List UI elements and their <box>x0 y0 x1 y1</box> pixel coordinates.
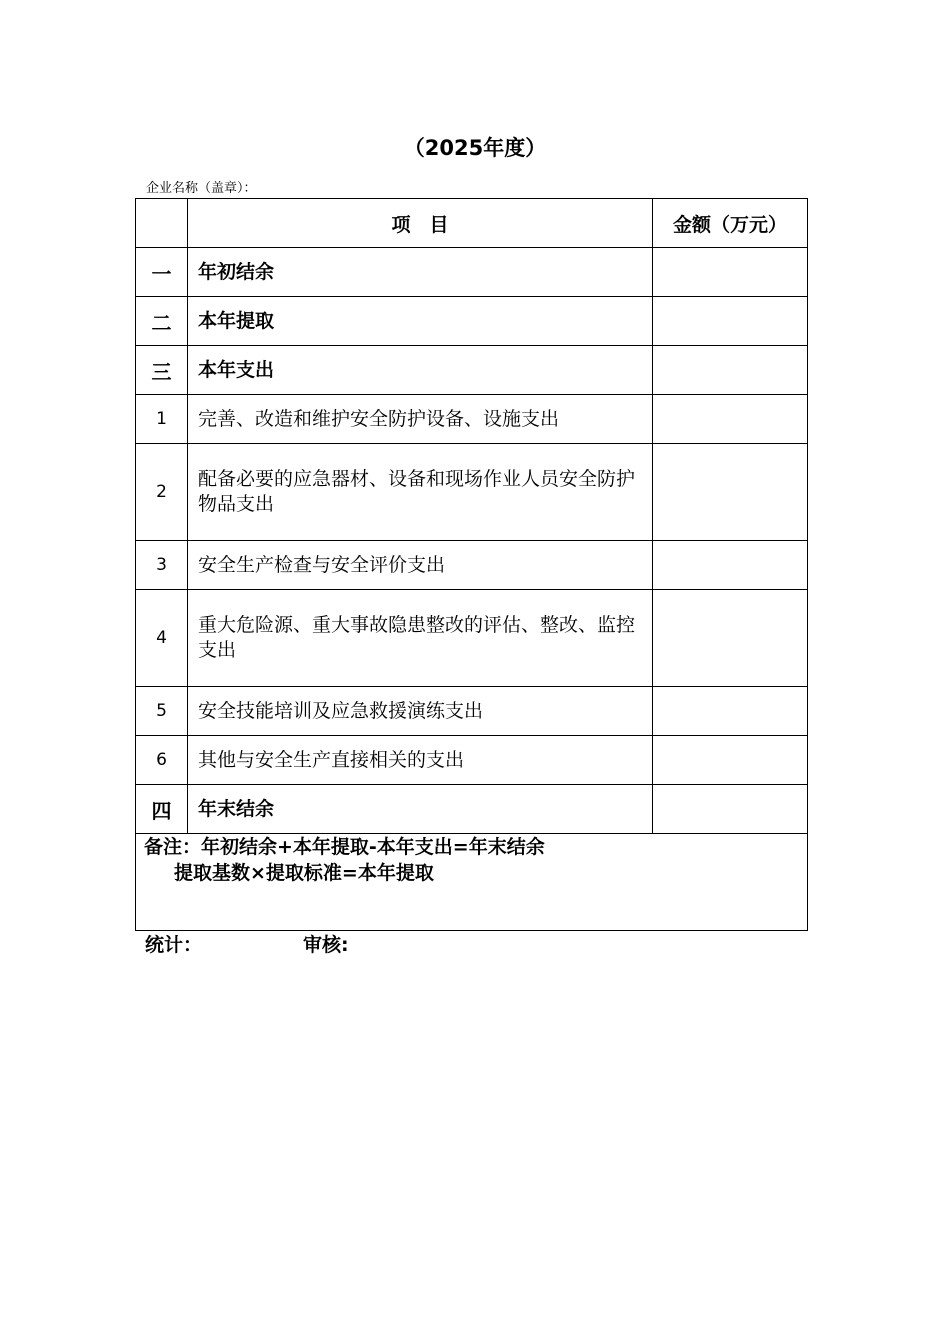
note-row <box>136 834 808 931</box>
table-row <box>136 248 808 297</box>
company-name-label: 企业名称（盖章）： <box>146 181 257 196</box>
row-amount[interactable] <box>653 785 808 834</box>
table-row <box>136 297 808 346</box>
row-number: 三 <box>136 346 188 395</box>
table-row <box>136 346 808 395</box>
row-item: 重大危险源、重大事故隐患整改的评估、整改、监控支出 <box>188 590 653 687</box>
row-amount[interactable] <box>653 297 808 346</box>
header-item-cell: 项 目 <box>188 199 653 248</box>
row-number: 5 <box>136 687 188 736</box>
row-number: 1 <box>136 395 188 444</box>
report-year-title: （2025年度） <box>403 136 547 160</box>
signature-line <box>145 930 349 957</box>
row-amount[interactable] <box>653 444 808 541</box>
row-item: 安全生产检查与安全评价支出 <box>188 541 653 590</box>
table-row <box>136 785 808 834</box>
row-number: 二 <box>136 297 188 346</box>
row-item: 安全技能培训及应急救援演练支出 <box>188 687 653 736</box>
header-number-cell <box>136 199 188 248</box>
row-number: 6 <box>136 736 188 785</box>
review-label: 审核: <box>303 934 349 956</box>
row-amount[interactable] <box>653 248 808 297</box>
row-number: 4 <box>136 590 188 687</box>
row-amount[interactable] <box>653 346 808 395</box>
note-cell <box>136 834 808 931</box>
row-amount[interactable] <box>653 541 808 590</box>
table-row <box>136 590 808 687</box>
row-number: 2 <box>136 444 188 541</box>
row-number: 一 <box>136 248 188 297</box>
table-row <box>136 395 808 444</box>
row-amount[interactable] <box>653 590 808 687</box>
row-item: 本年提取 <box>188 297 653 346</box>
note-line-2: 提取基数×提取标准=本年提取 <box>174 862 434 884</box>
table-row <box>136 687 808 736</box>
row-amount[interactable] <box>653 736 808 785</box>
row-item: 本年支出 <box>188 346 653 395</box>
table-row <box>136 541 808 590</box>
table-row <box>136 736 808 785</box>
row-item: 年末结余 <box>188 785 653 834</box>
row-item: 年初结余 <box>188 248 653 297</box>
table-row <box>136 444 808 541</box>
table-header-row <box>136 199 808 248</box>
row-item: 完善、改造和维护安全防护设备、设施支出 <box>188 395 653 444</box>
row-item: 配备必要的应急器材、设备和现场作业人员安全防护物品支出 <box>188 444 653 541</box>
row-number: 四 <box>136 785 188 834</box>
row-item: 其他与安全生产直接相关的支出 <box>188 736 653 785</box>
row-amount[interactable] <box>653 395 808 444</box>
note-line-1: 备注：年初结余+本年提取-本年支出=年末结余 <box>144 836 545 858</box>
stats-label: 统计： <box>145 934 203 956</box>
row-number: 3 <box>136 541 188 590</box>
header-amount-cell: 金额（万元） <box>653 199 808 248</box>
row-amount[interactable] <box>653 687 808 736</box>
safety-cost-table <box>135 198 808 931</box>
